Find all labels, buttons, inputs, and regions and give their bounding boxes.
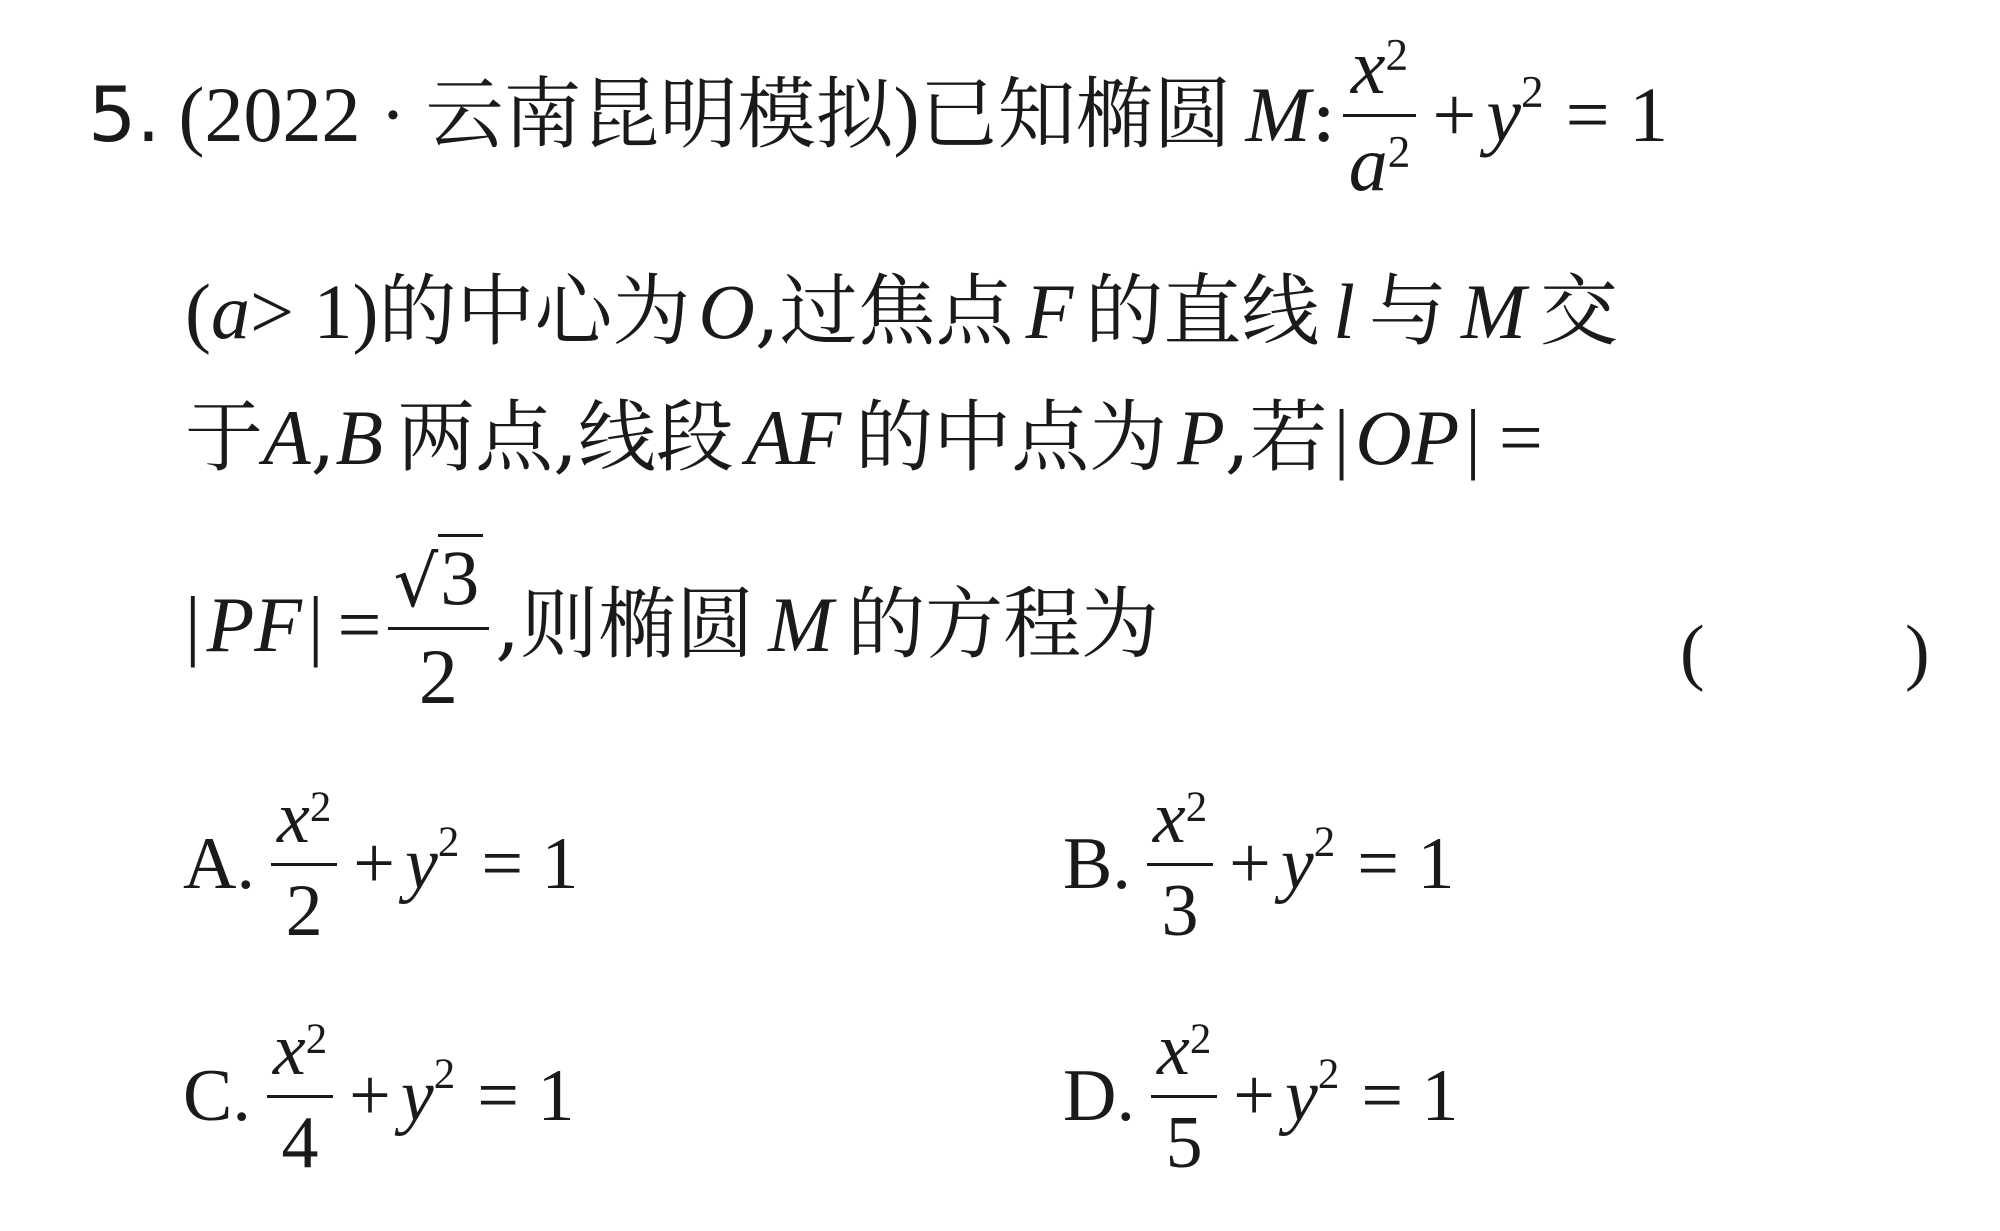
problem-text: 已知椭圆 <box>919 70 1232 160</box>
fraction-sqrt3-over-2: √ 3 2 <box>388 534 490 716</box>
answer-paren-open: ( <box>1680 611 1705 693</box>
colon: : <box>1310 70 1337 160</box>
problem-line-4: | PF | = √ 3 2 ,则椭圆 M 的方程为 <box>185 534 1160 720</box>
option-c[interactable]: C. $\frac{x^2}{4}$ + y $^2$ = 1 <box>183 1009 575 1184</box>
option-d[interactable]: D. $\frac{x^2}{5}$ + y $^2$ = 1 <box>1063 1009 1459 1184</box>
problem-line-2: ( a > 1) 的中心为 O ,过焦点 F 的直线 l 与 M 交 <box>185 267 1618 357</box>
question-source: (2022 · 云南昆明模拟) <box>178 71 920 158</box>
answer-paren-close: ) <box>1905 611 1930 693</box>
sqrt: √ 3 <box>394 534 484 617</box>
option-b[interactable]: B. $\frac{x^2}{3}$ + y $^2$ = 1 <box>1063 777 1455 952</box>
equals-one: = 1 <box>1565 71 1669 158</box>
problem-line-1: 5. (2022 · 云南昆明模拟) 已知椭圆 M : $\frac{x^2}{a^2}$ + y $^2$ = 1 <box>88 22 1669 207</box>
var-M: M <box>1245 71 1311 158</box>
fraction-x2-over-a2: $\frac{x^2}{a^2}$ <box>1343 28 1417 203</box>
question-number: 5. <box>88 70 161 159</box>
problem-line-3: 于 A , B 两点,线段 AF 的中点为 P ,若 | OP | = <box>185 393 1543 483</box>
option-a[interactable]: A. $\frac{x^2}{2}$ + y $^2$ = 1 <box>183 777 579 952</box>
